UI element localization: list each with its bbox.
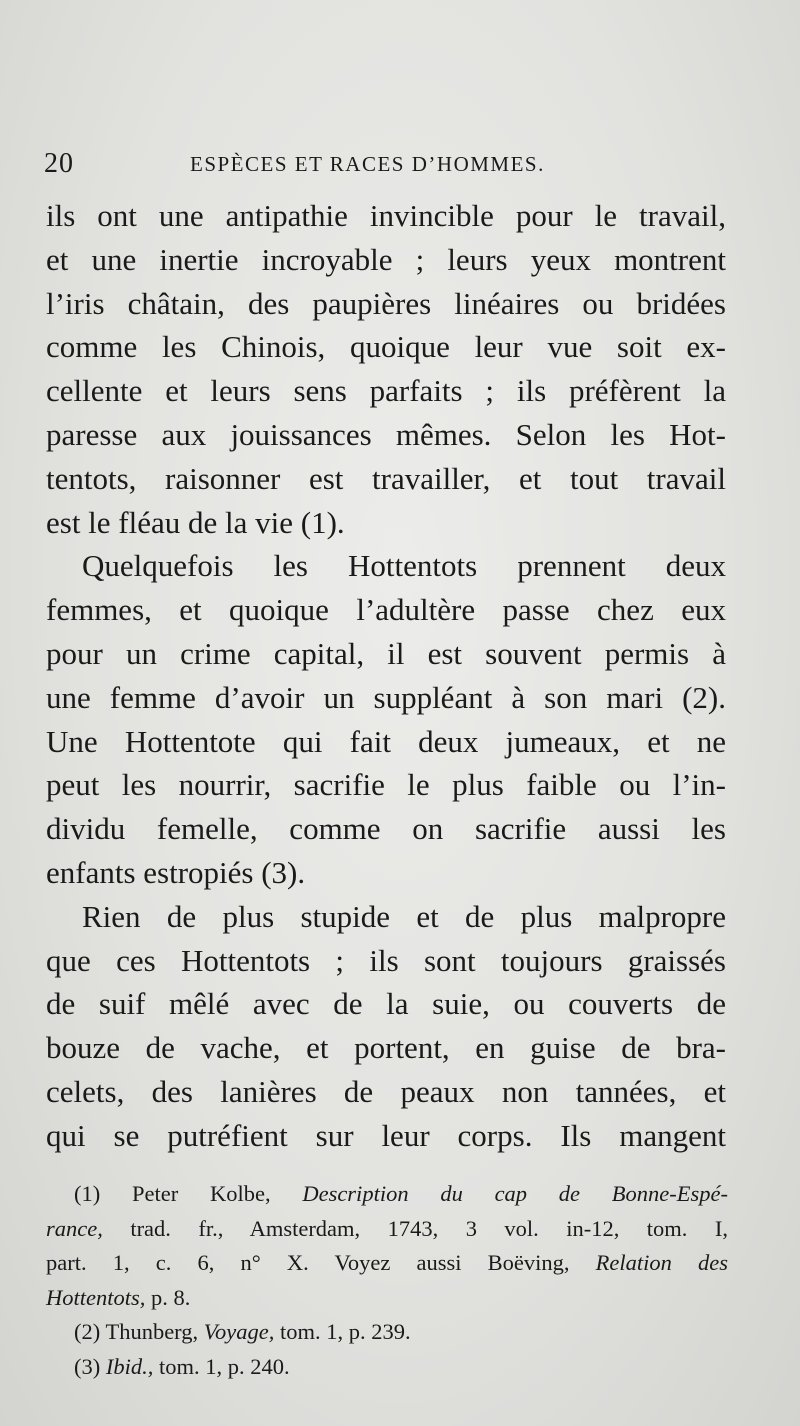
text-line: bouze de vache, et portent, en guise de bra- [46,1030,726,1066]
footnote-text: tom. 1, p. 240. [159,1353,290,1379]
footnote-text: (3) [74,1353,101,1379]
text-line: est le fléau de la vie (1). [46,504,345,540]
text-line: femmes, et quoique l’adultère passe chez eux [46,592,726,628]
page-number: 20 [44,148,74,179]
paragraph-start-line: Rien de plus stupide et de plus malpropre [82,898,726,934]
footnote-1-line [46,1212,728,1247]
footnote-1-line [46,1177,728,1212]
footnote-title: Relation des [595,1250,729,1275]
footnote-1-line [46,1281,728,1316]
text-line: cellente et leurs sens parfaits ; ils préfèrent la [46,373,726,409]
text-line: Une Hottentote qui fait deux jumeaux, et ne [46,723,726,759]
footnote-text: p. 8. [151,1284,191,1310]
text-line: tentots, raisonner est travailler, et tout travail [46,460,726,496]
text-line: une femme d’avoir un suppléant à son mari (2). [46,679,726,715]
running-title: ESPÈCES ET RACES D’HOMMES. [190,152,545,176]
text-line: pour un crime capital, il est souvent permis à [46,635,726,671]
footnote-text: part. 1, c. 6, n° X. Voyez aussi Boëving, [46,1250,570,1275]
page-header [44,148,744,184]
footnote-2 [46,1315,728,1350]
footnote-title: Hottentots, [46,1284,146,1310]
footnote-title: Ibid., [105,1353,154,1379]
text-line: et une inertie incroyable ; leurs yeux montrent [46,241,726,277]
text-line: enfants estropiés (3). [46,854,306,890]
footnote-text: (2) Thunberg, [74,1319,199,1344]
text-line: comme les Chinois, quoique leur vue soit ex- [46,329,726,365]
footnotes [46,1177,728,1384]
footnote-title: Description du cap de Bonne-Espé- [302,1181,728,1206]
paragraph-start-line: Quelquefois les Hottentots prennent deux [82,548,726,584]
footnote-text: tom. 1, p. 239. [280,1319,411,1344]
text-line: de suif mêlé avec de la suie, ou couverts de [46,986,726,1022]
footnote-text: (1) Peter Kolbe, [74,1181,271,1206]
text-line: que ces Hottentots ; ils sont toujours graissés [46,942,726,978]
body-text [46,194,726,1158]
footnote-1-line [46,1246,728,1281]
footnote-title: rance, [46,1215,103,1241]
text-line: ils ont une antipathie invincible pour le travail, [46,198,726,233]
text-line: peut les nourrir, sacrifie le plus faible ou l’in- [46,767,726,803]
footnote-3 [46,1350,728,1385]
footnote-text: trad. fr., Amsterdam, 1743, 3 vol. in-12, tom. I, [130,1215,728,1241]
footnote-title: Voyage, [203,1319,275,1344]
text-line: l’iris châtain, des paupières linéaires ou bridées [46,285,726,321]
text-line: paresse aux jouissances mêmes. Selon les Hot- [46,416,726,452]
text-line: celets, des lanières de peaux non tannées, et [46,1073,726,1109]
text-line: qui se putréfient sur leur corps. Ils mangent [46,1117,726,1153]
text-line: dividu femelle, comme on sacrifie aussi les [46,811,726,847]
